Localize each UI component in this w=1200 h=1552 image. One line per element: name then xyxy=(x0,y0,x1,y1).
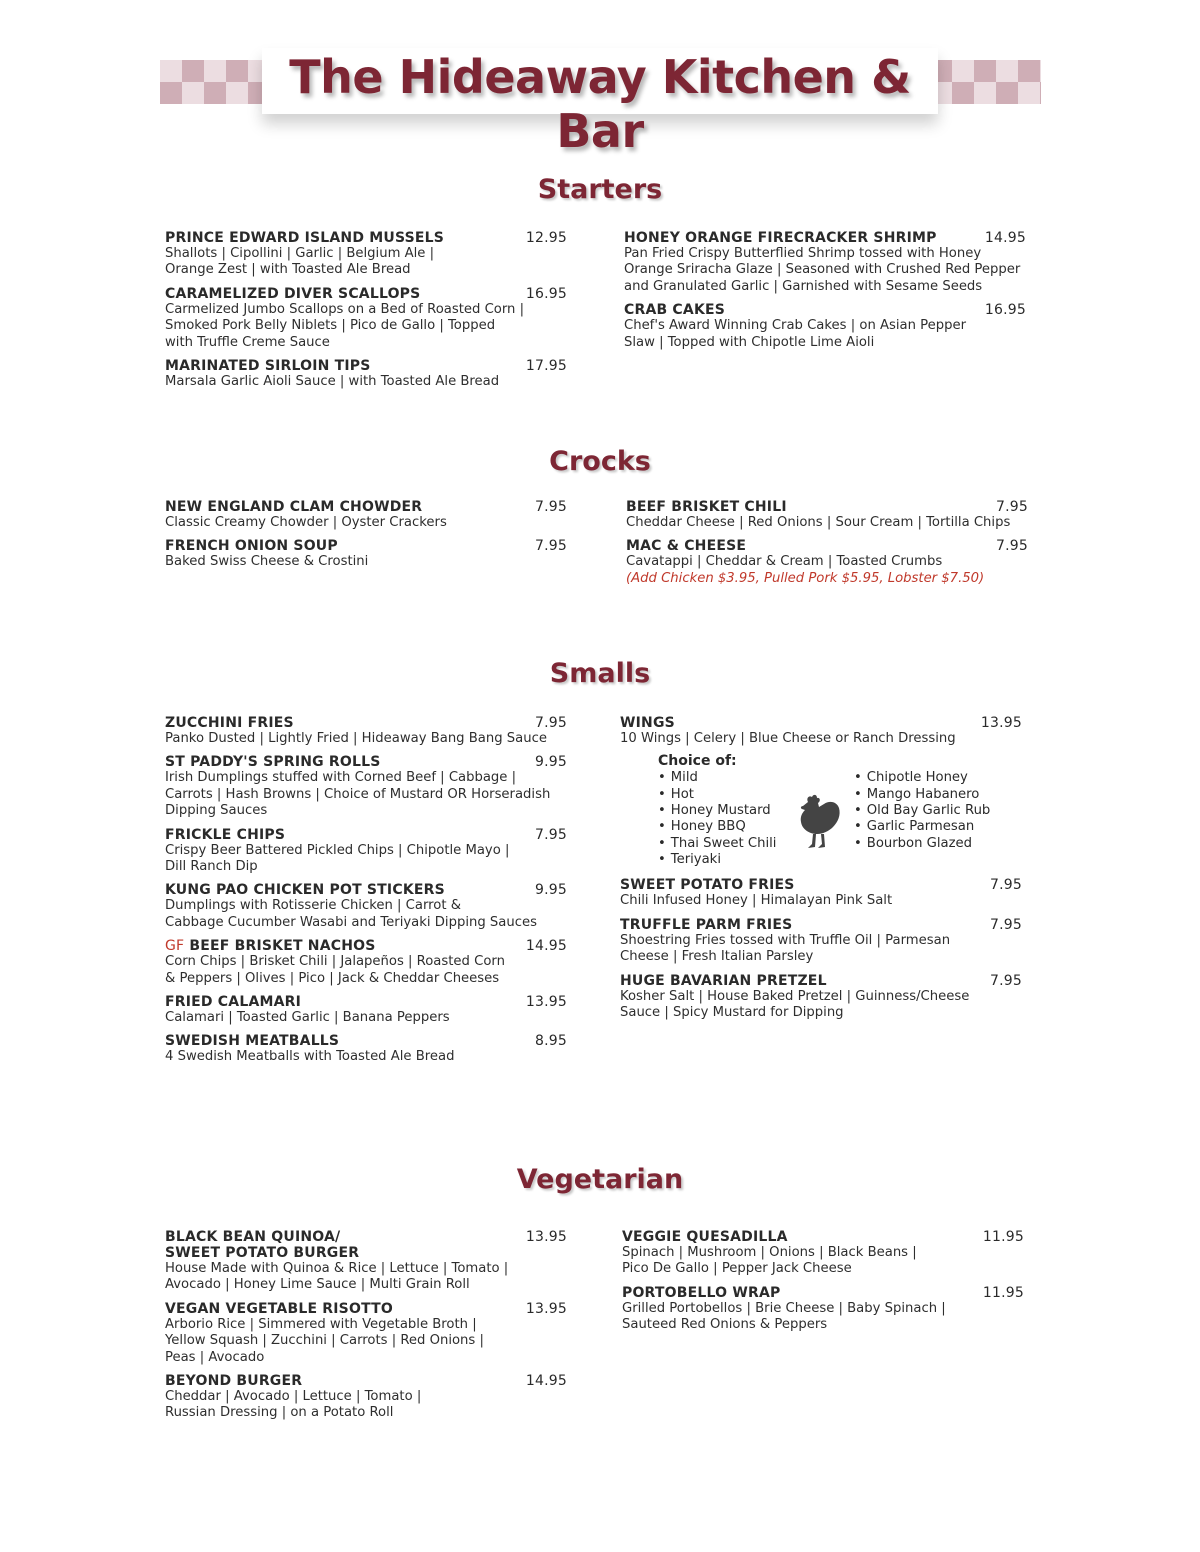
item-name-row xyxy=(165,882,567,898)
item-name-row xyxy=(165,754,567,770)
item-name: ZUCCHINI FRIES xyxy=(165,715,294,731)
item-description: Orange Zest | with Toasted Ale Bread xyxy=(165,262,411,278)
item-name: CARAMELIZED DIVER SCALLOPS xyxy=(165,285,421,302)
item-price: 14.95 xyxy=(525,1373,567,1390)
item-description: & Peppers | Olives | Pico | Jack & Cheddar Cheeses xyxy=(165,970,500,986)
item-name-row xyxy=(620,715,1022,731)
menu-item xyxy=(165,754,567,819)
item-name: PRINCE EDWARD ISLAND MUSSELS xyxy=(165,230,445,246)
item-description: Kosher Salt | House Baked Pretzel | Guinness/Cheese xyxy=(620,988,970,1004)
item-price: 9.95 xyxy=(535,754,567,771)
smalls-left-column xyxy=(165,715,567,1073)
menu-item xyxy=(165,358,567,390)
item-name-row xyxy=(622,1229,1024,1245)
menu-item xyxy=(620,973,1022,1022)
item-name-row xyxy=(626,538,1028,554)
item-description: Sauce | Spicy Mustard for Dipping xyxy=(620,1005,844,1021)
item-description: Irish Dumplings stuffed with Corned Beef | Cabbage | xyxy=(165,770,517,786)
item-price: 17.95 xyxy=(525,358,567,375)
item-name-row xyxy=(165,938,567,954)
item-description: House Made with Quinoa & Rice | Lettuce | Tomato | xyxy=(165,1261,509,1276)
item-name: BLACK BEAN QUINOA/ xyxy=(165,1229,341,1245)
item-price: 7.95 xyxy=(535,538,567,555)
item-description: Avocado | Honey Lime Sauce | Multi Grain Roll xyxy=(165,1277,470,1293)
item-name: VEGAN VEGETABLE RISOTTO xyxy=(165,1300,393,1317)
item-description: Smoked Pork Belly Niblets | Pico de Gallo | Topped xyxy=(165,318,496,334)
menu-item xyxy=(624,302,1026,351)
menu-item xyxy=(165,994,567,1026)
menu-item xyxy=(165,1373,567,1422)
starters-left-column xyxy=(165,230,567,397)
sauce-choice: • Teriyaki xyxy=(658,852,776,868)
item-name-row xyxy=(165,499,567,515)
item-name-line2: SWEET POTATO BURGER xyxy=(165,1245,360,1261)
item-name-row xyxy=(624,230,1026,246)
section-title-smalls: Smalls xyxy=(549,658,651,689)
sauce-choice: • Old Bay Garlic Rub xyxy=(854,803,990,819)
item-price: 8.95 xyxy=(535,1033,567,1050)
item-name: BEEF BRISKET NACHOS xyxy=(189,938,376,955)
item-description: Russian Dressing | on a Potato Roll xyxy=(165,1405,394,1421)
vegetarian-right-column xyxy=(622,1229,1024,1341)
item-price: 13.95 xyxy=(980,715,1022,731)
wing-sauce-choices xyxy=(620,770,1022,870)
menu-item xyxy=(165,827,567,876)
item-description: Yellow Squash | Zucchini | Carrots | Red Onions | xyxy=(165,1333,484,1349)
choice-list-left xyxy=(658,770,776,868)
item-description: Dumplings with Rotisserie Chicken | Carrot & xyxy=(165,898,462,914)
item-description: Shallots | Cipollini | Garlic | Belgium Ale | xyxy=(165,246,435,261)
item-name-row xyxy=(165,994,567,1010)
item-name: CRAB CAKES xyxy=(624,302,726,319)
item-name-row xyxy=(626,499,1028,515)
menu-item xyxy=(620,715,1022,870)
item-price: 16.95 xyxy=(984,302,1026,319)
item-name-row xyxy=(620,877,1022,893)
item-price: 13.95 xyxy=(525,994,567,1011)
item-price: 11.95 xyxy=(982,1284,1024,1301)
item-price: 7.95 xyxy=(996,538,1028,555)
menu-item xyxy=(620,877,1022,909)
menu-item xyxy=(165,1229,567,1294)
menu-item xyxy=(165,538,567,570)
item-price: 13.95 xyxy=(525,1300,567,1317)
menu-item xyxy=(626,499,1028,531)
section-title-starters: Starters xyxy=(537,174,663,205)
menu-item xyxy=(165,882,567,931)
smalls-right-items xyxy=(620,877,1022,1021)
item-name: BEEF BRISKET CHILI xyxy=(626,499,787,515)
item-name-row xyxy=(624,302,1026,318)
item-description: Corn Chips | Brisket Chili | Jalapeños | Roasted Corn xyxy=(165,954,505,970)
choice-list-right xyxy=(854,770,990,851)
choice-label: Choice of: xyxy=(658,753,737,770)
item-name: VEGGIE QUESADILLA xyxy=(622,1229,788,1245)
menu-item xyxy=(626,538,1028,587)
menu-item xyxy=(165,499,567,531)
item-name: KUNG PAO CHICKEN POT STICKERS xyxy=(165,882,445,899)
item-description: Pico De Gallo | Pepper Jack Cheese xyxy=(622,1261,852,1277)
item-name: WINGS xyxy=(620,715,675,731)
menu-item xyxy=(165,1301,567,1366)
item-name: HUGE BAVARIAN PRETZEL xyxy=(620,972,827,989)
item-description: Carmelized Jumbo Scallops on a Bed of Roasted Corn | xyxy=(165,301,525,317)
item-note: (Add Chicken $3.95, Pulled Pork $5.95, Lobster $7.50) xyxy=(626,570,985,586)
menu-item xyxy=(165,1033,567,1065)
item-description: Grilled Portobellos | Brie Cheese | Baby Spinach | xyxy=(622,1300,946,1316)
chicken-icon xyxy=(792,792,842,852)
item-description: Spinach | Mushroom | Onions | Black Beans | xyxy=(622,1245,917,1260)
item-price: 13.95 xyxy=(525,1229,567,1245)
item-description: with Truffle Creme Sauce xyxy=(165,334,330,350)
item-name-row xyxy=(165,1301,567,1317)
item-description: Classic Creamy Chowder | Oyster Crackers xyxy=(165,515,447,530)
crocks-left-column xyxy=(165,499,567,578)
item-description: Arborio Rice | Simmered with Vegetable Broth | xyxy=(165,1316,477,1332)
item-price: 7.95 xyxy=(535,715,567,731)
item-description: Orange Sriracha Glaze | Seasoned with Crushed Red Pepper xyxy=(624,262,1021,278)
restaurant-title: The Hideaway Kitchen & Bar xyxy=(289,50,911,158)
item-price: 7.95 xyxy=(990,972,1022,989)
sauce-choice: • Honey BBQ xyxy=(658,819,776,835)
item-name: ST PADDY'S SPRING ROLLS xyxy=(165,754,381,771)
item-name: FRICKLE CHIPS xyxy=(165,826,286,843)
menu-item xyxy=(620,917,1022,966)
item-description: Chili Infused Honey | Himalayan Pink Salt xyxy=(620,893,893,909)
item-description: Carrots | Hash Browns | Choice of Mustard OR Horseradish xyxy=(165,786,551,802)
item-price: 14.95 xyxy=(984,230,1026,246)
item-description: Cheddar Cheese | Red Onions | Sour Cream | Tortilla Chips xyxy=(626,515,1011,530)
item-description: Chef's Award Winning Crab Cakes | on Asian Pepper xyxy=(624,318,967,334)
sauce-choice: • Chipotle Honey xyxy=(854,770,990,786)
item-price: 7.95 xyxy=(535,499,567,515)
item-description: Slaw | Topped with Chipotle Lime Aioli xyxy=(624,334,875,350)
item-description: Pan Fried Crispy Butterflied Shrimp tossed with Honey xyxy=(624,246,982,261)
item-name-row xyxy=(165,538,567,554)
sauce-choice: • Mango Habanero xyxy=(854,787,990,803)
item-name-row xyxy=(620,973,1022,989)
menu-item xyxy=(165,286,567,351)
sauce-choice: • Garlic Parmesan xyxy=(854,819,990,835)
section-title-crocks: Crocks xyxy=(549,446,651,477)
starters-right-column xyxy=(624,230,1026,358)
menu-item xyxy=(165,230,567,279)
menu-item xyxy=(165,715,567,747)
item-price: 12.95 xyxy=(525,230,567,246)
item-description: Cheddar | Avocado | Lettuce | Tomato | xyxy=(165,1389,422,1405)
item-price: 7.95 xyxy=(990,916,1022,933)
item-name-row xyxy=(165,1033,567,1049)
menu-item xyxy=(624,230,1026,295)
item-name-row xyxy=(165,1373,567,1389)
item-description: Baked Swiss Cheese & Crostini xyxy=(165,554,369,570)
item-description: 4 Swedish Meatballs with Toasted Ale Bread xyxy=(165,1049,455,1065)
item-name: NEW ENGLAND CLAM CHOWDER xyxy=(165,499,423,515)
item-name-row xyxy=(620,917,1022,933)
item-name: SWEDISH MEATBALLS xyxy=(165,1033,340,1050)
item-name: FRIED CALAMARI xyxy=(165,994,302,1011)
gluten-free-tag: GF xyxy=(165,938,185,955)
item-description: Dill Ranch Dip xyxy=(165,859,258,875)
item-name-row xyxy=(165,230,567,246)
item-description: Dipping Sauces xyxy=(165,803,268,819)
sauce-choice: • Bourbon Glazed xyxy=(854,836,990,852)
sauce-choice: • Mild xyxy=(658,770,776,786)
item-description: Marsala Garlic Aioli Sauce | with Toasted Ale Bread xyxy=(165,374,500,390)
item-price: 7.95 xyxy=(996,499,1028,515)
item-description: Cabbage Cucumber Wasabi and Teriyaki Dipping Sauces xyxy=(165,914,537,930)
item-price: 9.95 xyxy=(535,882,567,899)
item-description: Panko Dusted | Lightly Fried | Hideaway Bang Bang Sauce xyxy=(165,731,547,746)
menu-item xyxy=(165,938,567,987)
crocks-right-column xyxy=(626,499,1028,594)
item-name-row xyxy=(165,286,567,302)
menu-item xyxy=(622,1229,1024,1278)
item-description: 10 Wings | Celery | Blue Cheese or Ranch Dressing xyxy=(620,731,956,746)
item-price: 11.95 xyxy=(982,1229,1024,1245)
item-name: TRUFFLE PARM FRIES xyxy=(620,916,793,933)
section-title-vegetarian: Vegetarian xyxy=(516,1164,684,1195)
item-description: Cavatappi | Cheddar & Cream | Toasted Crumbs xyxy=(626,554,943,570)
item-name: HONEY ORANGE FIRECRACKER SHRIMP xyxy=(624,230,937,246)
item-name: PORTOBELLO WRAP xyxy=(622,1284,781,1301)
smalls-right-column xyxy=(620,715,1022,1028)
item-name: SWEET POTATO FRIES xyxy=(620,877,795,894)
item-name-row xyxy=(165,827,567,843)
item-price: 14.95 xyxy=(525,938,567,955)
item-name-row xyxy=(165,358,567,374)
item-name: MARINATED SIRLOIN TIPS xyxy=(165,358,371,375)
sauce-choice: • Hot xyxy=(658,787,776,803)
vegetarian-left-column xyxy=(165,1229,567,1429)
item-price: 7.95 xyxy=(535,826,567,843)
item-name-row xyxy=(622,1285,1024,1301)
item-description: and Granulated Garlic | Garnished with Sesame Seeds xyxy=(624,278,983,294)
sauce-choice: • Honey Mustard xyxy=(658,803,776,819)
item-description: Sauteed Red Onions & Peppers xyxy=(622,1317,828,1333)
item-description: Shoestring Fries tossed with Truffle Oil | Parmesan xyxy=(620,932,951,948)
item-name: BEYOND BURGER xyxy=(165,1373,303,1390)
menu-item xyxy=(622,1285,1024,1334)
item-description: Peas | Avocado xyxy=(165,1349,265,1365)
item-description: Cheese | Fresh Italian Parsley xyxy=(620,949,814,965)
sauce-choice: • Thai Sweet Chili xyxy=(658,836,776,852)
item-name-row xyxy=(165,715,567,731)
item-description: Crispy Beer Battered Pickled Chips | Chipotle Mayo | xyxy=(165,842,510,858)
item-price: 7.95 xyxy=(990,877,1022,894)
item-description: Calamari | Toasted Garlic | Banana Peppers xyxy=(165,1010,450,1026)
item-price: 16.95 xyxy=(525,285,567,302)
item-name: MAC & CHEESE xyxy=(626,538,747,555)
item-name: FRENCH ONION SOUP xyxy=(165,538,338,555)
item-name-row xyxy=(165,1229,567,1245)
